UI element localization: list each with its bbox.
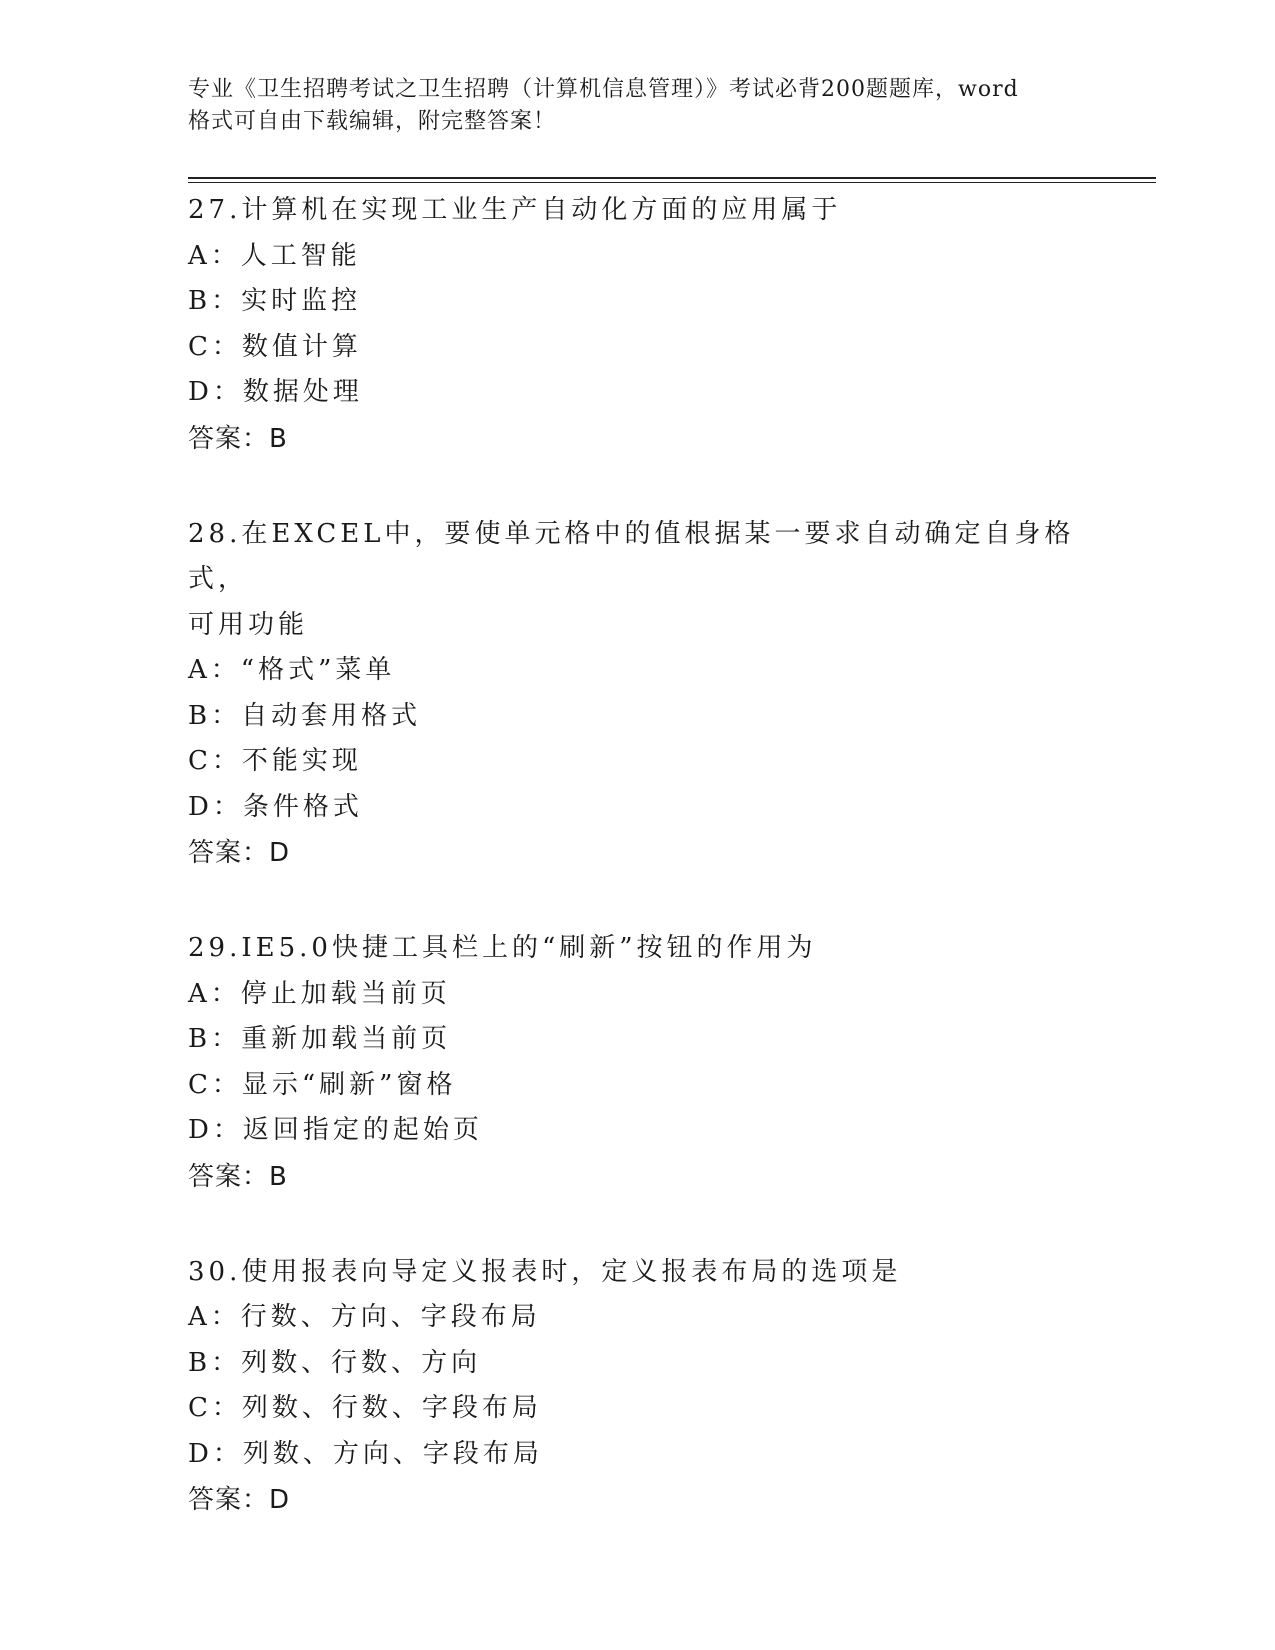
option-c: C：不能实现 xyxy=(188,746,362,776)
option-b: B：实时监控 xyxy=(188,286,362,316)
answer-text: 答案：D xyxy=(188,838,291,868)
option-c: C：数值计算 xyxy=(188,331,362,362)
question-text: 28.在EXCEL中，要使单元格中的值根据某一要求自动确定自身格式， xyxy=(188,518,1075,594)
document-header xyxy=(188,74,1088,138)
option-c: C：列数、行数、字段布局 xyxy=(188,1393,542,1423)
header-line-2: 格式可自由下载编辑，附完整答案！ xyxy=(188,109,557,134)
question-text: 27.计算机在实现工业生产自动化方面的应用属于 xyxy=(188,195,842,225)
option-a: A：停止加载当前页 xyxy=(188,978,451,1009)
option-b: B：重新加载当前页 xyxy=(188,1024,452,1054)
question-text: 30.使用报表向导定义报表时，定义报表布局的选项是 xyxy=(188,1256,902,1287)
option-d: D：条件格式 xyxy=(188,791,363,822)
header-line-1: 专业《卫生招聘考试之卫生招聘（计算机信息管理）》考试必背200题题库，word xyxy=(188,77,1019,102)
option-a: A：“格式”菜单 xyxy=(188,655,396,685)
header-rule-thick xyxy=(188,177,1156,179)
question-list xyxy=(188,188,1088,1573)
question-text-continued: 可用功能 xyxy=(188,609,309,640)
question-item xyxy=(188,512,1088,877)
option-d: D：列数、方向、字段布局 xyxy=(188,1438,543,1469)
option-d: D：返回指定的起始页 xyxy=(188,1115,483,1145)
option-a: A：行数、方向、字段布局 xyxy=(188,1302,541,1332)
question-text: 29.IE5.0快捷工具栏上的“刷新”按钮的作用为 xyxy=(188,933,817,963)
header-rule-thin xyxy=(188,182,1156,183)
option-a: A：人工智能 xyxy=(188,240,361,271)
question-item xyxy=(188,1250,1088,1524)
option-b: B：自动套用格式 xyxy=(188,700,422,731)
answer-text: 答案：B xyxy=(188,1161,288,1192)
option-d: D：数据处理 xyxy=(188,377,363,407)
answer-text: 答案：D xyxy=(188,1485,291,1515)
option-b: B：列数、行数、方向 xyxy=(188,1347,482,1378)
option-c: C：显示“刷新”窗格 xyxy=(188,1069,457,1100)
answer-text: 答案：B xyxy=(188,423,288,454)
question-item xyxy=(188,926,1088,1200)
question-item xyxy=(188,188,1088,462)
